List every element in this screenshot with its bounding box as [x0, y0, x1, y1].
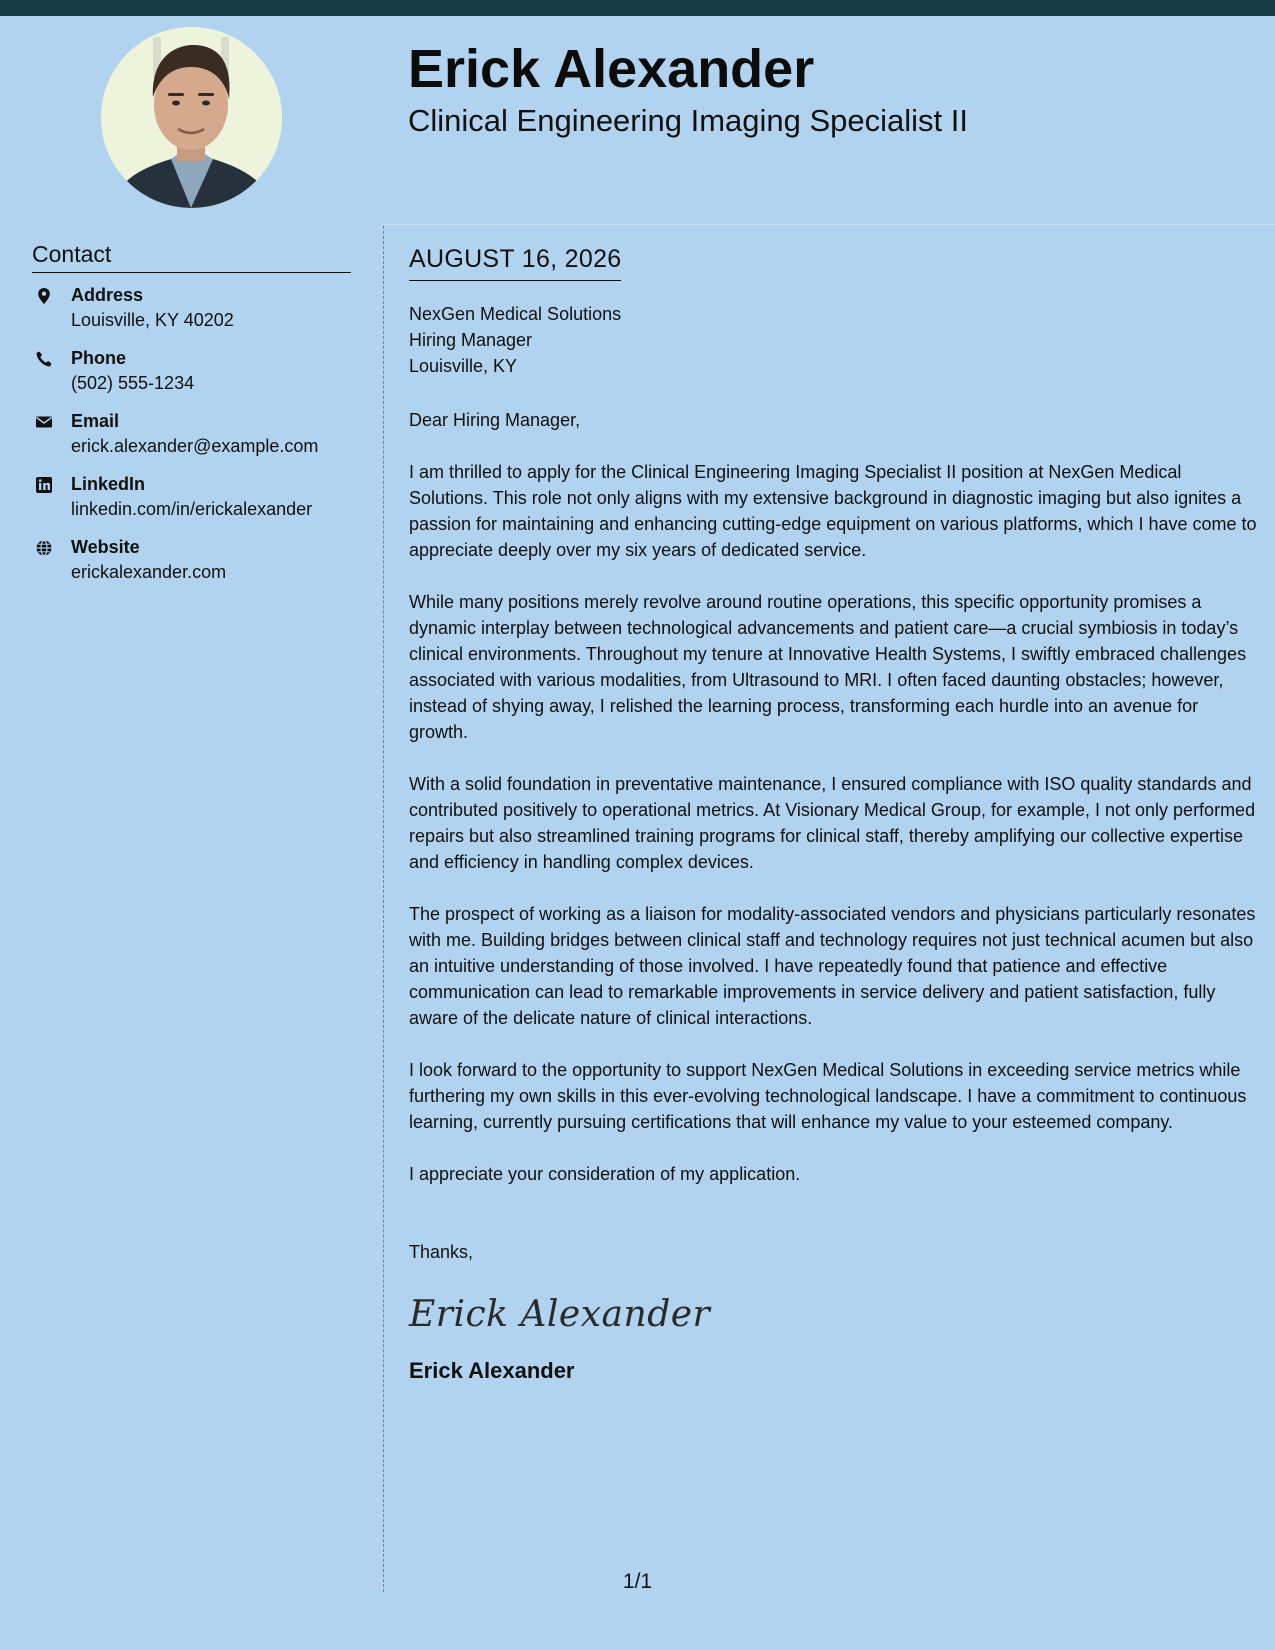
letter-paragraph: With a solid foundation in preventative maintenance, I ensured compliance with ISO quality standards and contributed positively to operational metrics. At Visionary Medical Group, for example, I not only performed repairs but also streamlined training programs for clinical staff, thereby amplifying our collective expertise and efficiency in handling complex devices.	[409, 774, 1256, 872]
letter-paragraph: I look forward to the opportunity to support NexGen Medical Solutions in exceeding service metrics while furthering my own skills in this ever-evolving technological landscape. I have a commitment to continuous learning, currently pursuing certifications that will enhance my value to your esteemed company.	[409, 1060, 1247, 1132]
job-title: Clinical Engineering Imaging Specialist II	[408, 103, 969, 138]
page-number: 1/1	[622, 1570, 653, 1593]
contact-item-phone	[32, 348, 362, 411]
signoff: Thanks,	[409, 1242, 474, 1262]
contact-label: Email	[71, 411, 120, 431]
contact-value: (502) 555-1234	[71, 373, 195, 393]
globe-icon	[35, 539, 53, 557]
contact-value: erick.alexander@example.com	[71, 436, 319, 456]
recipient-role: Hiring Manager	[409, 330, 533, 350]
contact-label: Address	[71, 285, 144, 305]
recipient-block	[409, 301, 1261, 379]
top-bar	[0, 0, 1275, 16]
contact-label: Website	[71, 537, 140, 557]
letter-paragraph: I am thrilled to apply for the Clinical Engineering Imaging Specialist II position at NexGen Medical Solutions. This role not only aligns with my extensive background in diagnostic imaging but also ignites a passion for maintaining and enhancing cutting-edge equipment on various platforms, which I have come to appreciate deeply over my six years of dedicated service.	[409, 462, 1257, 560]
salutation: Dear Hiring Manager,	[409, 410, 581, 430]
contact-value: erickalexander.com	[71, 562, 227, 582]
column-divider	[383, 226, 384, 1592]
contact-item-website	[32, 537, 362, 600]
map-pin-icon	[35, 287, 53, 305]
contact-label: Phone	[71, 348, 127, 368]
contact-value: linkedin.com/in/erickalexander	[71, 499, 313, 519]
contact-value: Louisville, KY 40202	[71, 310, 234, 330]
profile-photo	[101, 27, 282, 208]
contact-item-address	[32, 285, 362, 348]
contact-item-linkedin	[32, 474, 362, 537]
header-divider	[384, 224, 1275, 225]
envelope-icon	[35, 413, 53, 431]
letter-date: AUGUST 16, 2026	[409, 244, 621, 281]
contact-item-email	[32, 411, 362, 474]
linkedin-icon	[35, 476, 53, 494]
closing-line: I appreciate your consideration of my application.	[409, 1164, 801, 1184]
contact-list	[32, 285, 362, 600]
signature: Erick Alexander	[409, 1294, 711, 1335]
candidate-name: Erick Alexander	[408, 39, 815, 99]
letter-body	[409, 244, 1261, 1385]
recipient-company: NexGen Medical Solutions	[409, 304, 622, 324]
contact-heading: Contact	[32, 241, 351, 273]
letter-paragraph: While many positions merely revolve around routine operations, this specific opportunity promises a dynamic interplay between technological advancements and patient care—a crucial symbiosis in today’s clinical environments. Throughout my tenure at Innovative Health Systems, I swiftly embraced challenges associated with various modalities, from Ultrasound to MRI. I often faced daunting obstacles; however, instead of shying away, I relished the learning process, transforming each hurdle into an avenue for growth.	[409, 592, 1247, 742]
signed-name: Erick Alexander	[409, 1358, 575, 1383]
recipient-location: Louisville, KY	[409, 356, 518, 376]
contact-label: LinkedIn	[71, 474, 146, 494]
phone-icon	[35, 350, 53, 368]
letter-paragraph: The prospect of working as a liaison for modality-associated vendors and physicians particularly resonates with me. Building bridges between clinical staff and technology requires not just technical acumen but also an intuitive understanding of those involved. I have repeatedly found that patience and effective communication can lead to remarkable improvements in service delivery and patient satisfaction, fully aware of the delicate nature of clinical interactions.	[409, 904, 1256, 1028]
